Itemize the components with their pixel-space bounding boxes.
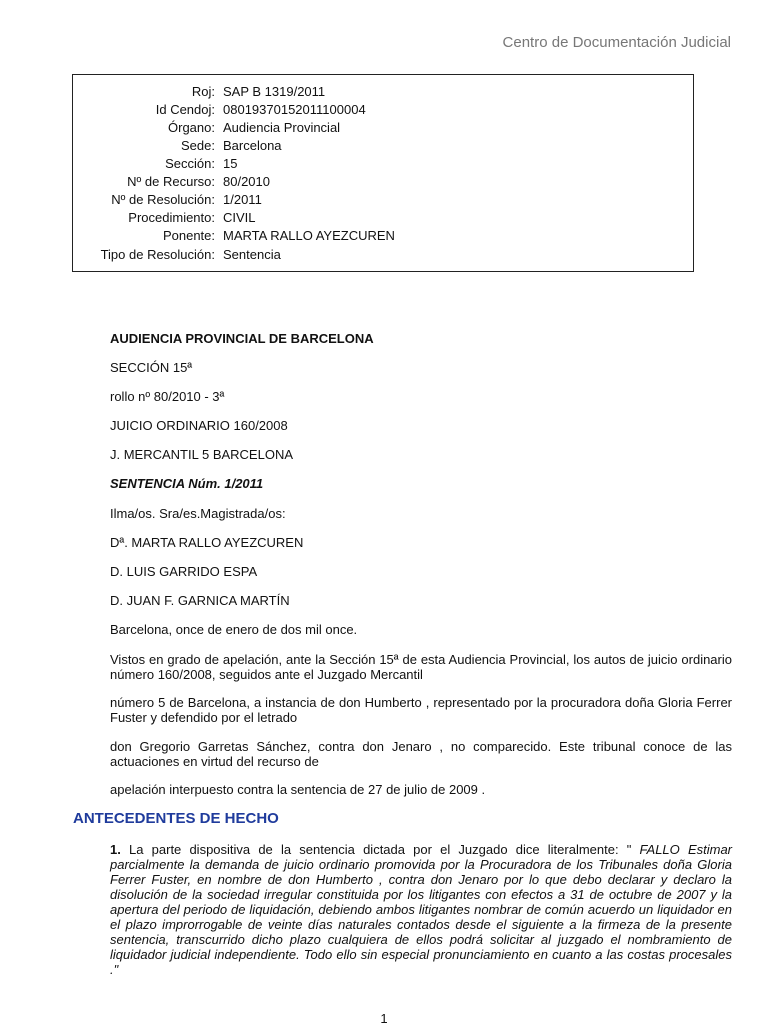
metadata-value: 15 [223, 156, 238, 171]
metadata-label: Sede: [181, 138, 215, 153]
metadata-row [73, 137, 693, 155]
metadata-row [73, 227, 693, 245]
paragraph: apelación interpuesto contra la sentencia de 27 de julio de 2009 . [110, 782, 486, 797]
header-brand: Centro de Documentación Judicial [502, 34, 731, 51]
metadata-label: Id Cendoj: [155, 102, 215, 117]
metadata-row [73, 191, 693, 209]
antecedente-item [73, 842, 732, 977]
metadata-value: Audiencia Provincial [223, 120, 341, 135]
metadata-row [73, 119, 693, 137]
metadata-label: Tipo de Resolución: [100, 247, 215, 262]
rollo-line: rollo nº 80/2010 - 3ª [110, 389, 225, 404]
metadata-value: Sentencia [223, 247, 281, 262]
item-intro: La parte dispositiva de la sentencia dictada por el Juzgado dice literalmente: " [120, 842, 640, 857]
metadata-label: Roj: [191, 84, 215, 99]
paragraph: don Gregorio Garretas Sánchez, contra don Jenaro , no comparecido. Este tribunal conoce de las actuaciones en virtud del recurso de [110, 739, 732, 769]
juicio-line: JUICIO ORDINARIO 160/2008 [110, 418, 288, 433]
paragraph: número 5 de Barcelona, a instancia de don Humberto , representado por la procuradora doña Gloria Ferrer Fuster y defendido por el letrado [110, 695, 732, 725]
metadata-value: 08019370152011100004 [223, 102, 366, 117]
sentencia-title: SENTENCIA Núm. 1/2011 [110, 476, 264, 491]
section-heading: ANTECEDENTES DE HECHO [73, 810, 279, 827]
metadata-label: Nº de Resolución: [111, 192, 215, 207]
metadata-value: 1/2011 [223, 192, 262, 207]
section-line: SECCIÓN 15ª [110, 360, 193, 375]
metadata-row [73, 209, 693, 227]
metadata-row [73, 246, 693, 264]
magistrado-name: D. JUAN F. GARNICA MARTÍN [110, 593, 290, 608]
paragraph: Vistos en grado de apelación, ante la Sección 15ª de esta Audiencia Provincial, los autos de juicio ordinario número 160/2008, seguidos ante el Juzgado Mercantil [110, 652, 732, 682]
metadata-label: Procedimiento: [128, 210, 215, 225]
metadata-label: Nº de Recurso: [127, 174, 215, 189]
metadata-box [72, 74, 694, 272]
metadata-row [73, 155, 693, 173]
metadata-label: Órgano: [168, 120, 215, 135]
fallo-text: FALLO Estimar parcialmente la demanda de juicio ordinario promovida por la Procuradora de los Tribunales doña Gloria Ferrer Fuster, en nombre de don Humberto , contra don Jenaro por lo que debo declarar y declaro la disolución de la sociedad irregular constituida por los litigantes con efectos a 31 de octubre de 2007 y la apertura del periodo de liquidación, debiendo ambos litigantes nombrar de común acuerdo un liquidador en el plazo improrrogable de veinte días naturales contados desde el siguiente a la firmeza de la presente sentencia, transcurrido dicho plazo cualquiera de ellos podrá solicitar al juzgado el nombramiento de liquidador judicial independiente. Todo ello sin especial pronunciamiento en cuanto a las costas procesales ." [110, 842, 732, 977]
metadata-value: CIVIL [223, 210, 256, 225]
metadata-row [73, 83, 693, 101]
metadata-label: Sección: [165, 156, 215, 171]
date-line: Barcelona, once de enero de dos mil once. [110, 622, 358, 637]
metadata-value: MARTA RALLO AYEZCUREN [223, 228, 395, 243]
magistrado-name: D. LUIS GARRIDO ESPA [110, 564, 258, 579]
juzgado-line: J. MERCANTIL 5 BARCELONA [110, 447, 294, 462]
metadata-row [73, 173, 693, 191]
metadata-value: Barcelona [223, 138, 282, 153]
metadata-value: 80/2010 [223, 174, 270, 189]
metadata-row [73, 101, 693, 119]
metadata-label: Ponente: [162, 228, 215, 243]
item-number: 1. [110, 842, 121, 857]
magistrado-name: Dª. MARTA RALLO AYEZCUREN [110, 535, 304, 550]
page-number: 1 [380, 1011, 388, 1026]
metadata-value: SAP B 1319/2011 [223, 84, 326, 99]
court-name: AUDIENCIA PROVINCIAL DE BARCELONA [110, 331, 374, 346]
magistrados-heading: Ilma/os. Sra/es.Magistrada/os: [110, 506, 286, 521]
